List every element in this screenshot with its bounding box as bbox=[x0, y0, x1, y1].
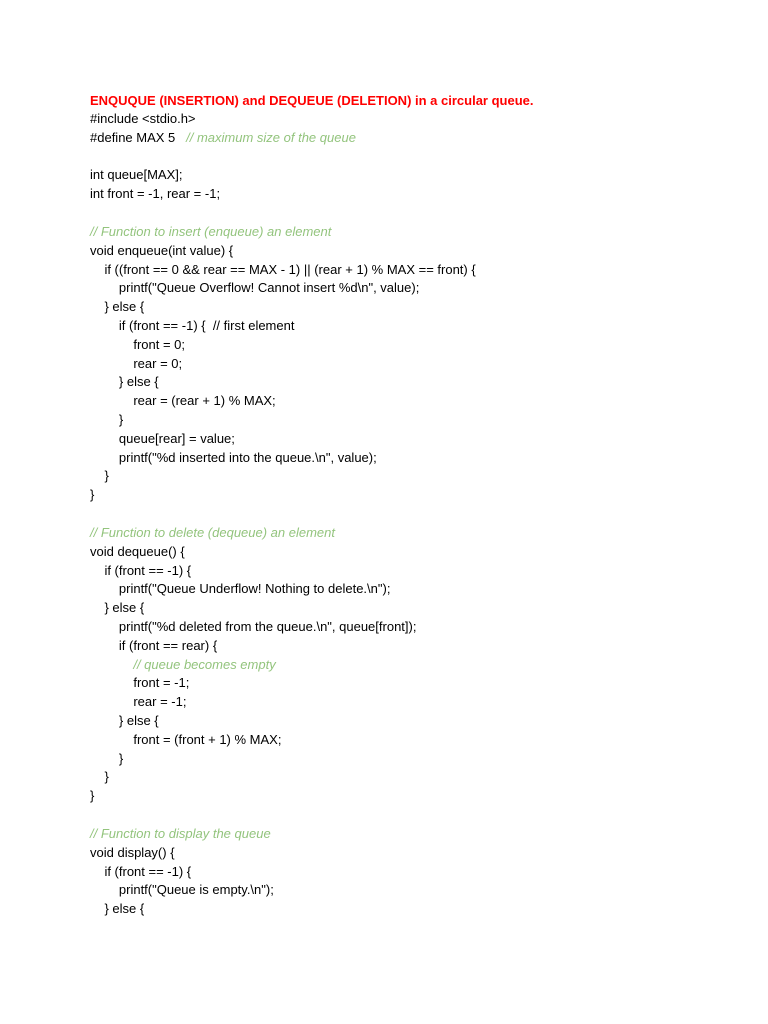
code-text: int front = -1, rear = -1; bbox=[90, 186, 221, 202]
code-line bbox=[90, 185, 750, 204]
code-line bbox=[90, 731, 750, 750]
code-line bbox=[90, 261, 750, 280]
code-text: if (front == -1) { bbox=[90, 863, 192, 879]
code-line bbox=[90, 129, 750, 148]
code-text: } bbox=[90, 788, 95, 804]
code-text: printf("Queue Overflow! Cannot insert %d\n", value); bbox=[90, 280, 420, 296]
code-text: void enqueue(int value) { bbox=[90, 242, 234, 258]
code-comment: // Function to insert (enqueue) an element bbox=[90, 223, 332, 239]
code-line bbox=[90, 656, 750, 675]
code-line bbox=[90, 543, 750, 562]
code-line bbox=[90, 674, 750, 693]
code-comment: // queue becomes empty bbox=[133, 656, 276, 672]
code-text: printf("%d inserted into the queue.\n", value); bbox=[90, 449, 377, 465]
code-text: } else { bbox=[90, 600, 145, 616]
code-text: if (front == -1) { // first element bbox=[90, 317, 295, 333]
code-text: } else { bbox=[90, 299, 145, 315]
code-line bbox=[90, 336, 750, 355]
code-line bbox=[90, 787, 750, 806]
code-comment: // Function to display the queue bbox=[90, 825, 271, 841]
code-text: } else { bbox=[90, 374, 159, 390]
code-line bbox=[90, 863, 750, 882]
code-line bbox=[90, 430, 750, 449]
code-line bbox=[90, 317, 750, 336]
code-line bbox=[90, 373, 750, 392]
code-line bbox=[90, 712, 750, 731]
code-block bbox=[90, 110, 750, 919]
code-text: if (front == rear) { bbox=[90, 637, 218, 653]
code-line bbox=[90, 449, 750, 468]
code-line bbox=[90, 524, 750, 543]
code-text: } bbox=[90, 487, 95, 503]
code-text: front = (front + 1) % MAX; bbox=[90, 731, 282, 747]
code-line bbox=[90, 637, 750, 656]
code-text: int queue[MAX]; bbox=[90, 167, 183, 183]
code-line bbox=[90, 411, 750, 430]
code-line bbox=[90, 844, 750, 863]
code-text: void dequeue() { bbox=[90, 543, 185, 559]
code-text: front = -1; bbox=[90, 675, 190, 691]
code-line bbox=[90, 900, 750, 919]
code-line bbox=[90, 580, 750, 599]
code-text: } bbox=[90, 750, 124, 766]
code-text: } bbox=[90, 412, 124, 427]
code-line bbox=[90, 110, 750, 129]
code-text: } bbox=[90, 468, 109, 484]
code-line bbox=[90, 242, 750, 261]
document-page bbox=[90, 91, 750, 919]
code-comment: // maximum size of the queue bbox=[186, 129, 356, 145]
code-text: if (front == -1) { bbox=[90, 562, 192, 578]
code-line bbox=[90, 279, 750, 298]
code-text: rear = 0; bbox=[90, 355, 183, 371]
blank-line bbox=[90, 806, 750, 825]
code-line bbox=[90, 223, 750, 242]
code-comment: // Function to delete (dequeue) an element bbox=[90, 524, 335, 540]
code-text: } else { bbox=[90, 901, 145, 917]
code-line bbox=[90, 467, 750, 486]
code-text bbox=[90, 657, 133, 672]
code-line bbox=[90, 599, 750, 618]
code-line bbox=[90, 768, 750, 787]
document-title: ENQUQUE (INSERTION) and DEQUEUE (DELETION) in a circular queue. bbox=[90, 93, 534, 108]
code-text: printf("%d deleted from the queue.\n", queue[front]); bbox=[90, 618, 417, 634]
blank-line bbox=[90, 148, 750, 167]
code-line bbox=[90, 618, 750, 637]
code-line bbox=[90, 693, 750, 712]
code-line bbox=[90, 825, 750, 844]
code-line bbox=[90, 750, 750, 769]
code-line bbox=[90, 355, 750, 374]
code-text: } else { bbox=[90, 713, 159, 728]
code-text: #define MAX 5 bbox=[90, 129, 187, 145]
code-text: printf("Queue Underflow! Nothing to delete.\n"); bbox=[90, 581, 391, 597]
code-line bbox=[90, 298, 750, 317]
code-text: void display() { bbox=[90, 844, 175, 860]
code-line bbox=[90, 486, 750, 505]
code-line bbox=[90, 166, 750, 185]
code-text: rear = (rear + 1) % MAX; bbox=[90, 393, 276, 409]
blank-line bbox=[90, 505, 750, 524]
blank-line bbox=[90, 204, 750, 223]
code-text: front = 0; bbox=[90, 336, 186, 352]
code-line bbox=[90, 392, 750, 411]
code-text: printf("Queue is empty.\n"); bbox=[90, 882, 274, 898]
code-text: if ((front == 0 && rear == MAX - 1) || (rear + 1) % MAX == front) { bbox=[90, 261, 476, 277]
code-text: } bbox=[90, 769, 109, 785]
code-text: queue[rear] = value; bbox=[90, 430, 235, 446]
code-text: #include <stdio.h> bbox=[90, 111, 196, 126]
code-line bbox=[90, 881, 750, 900]
code-line bbox=[90, 562, 750, 581]
code-text: rear = -1; bbox=[90, 694, 187, 710]
